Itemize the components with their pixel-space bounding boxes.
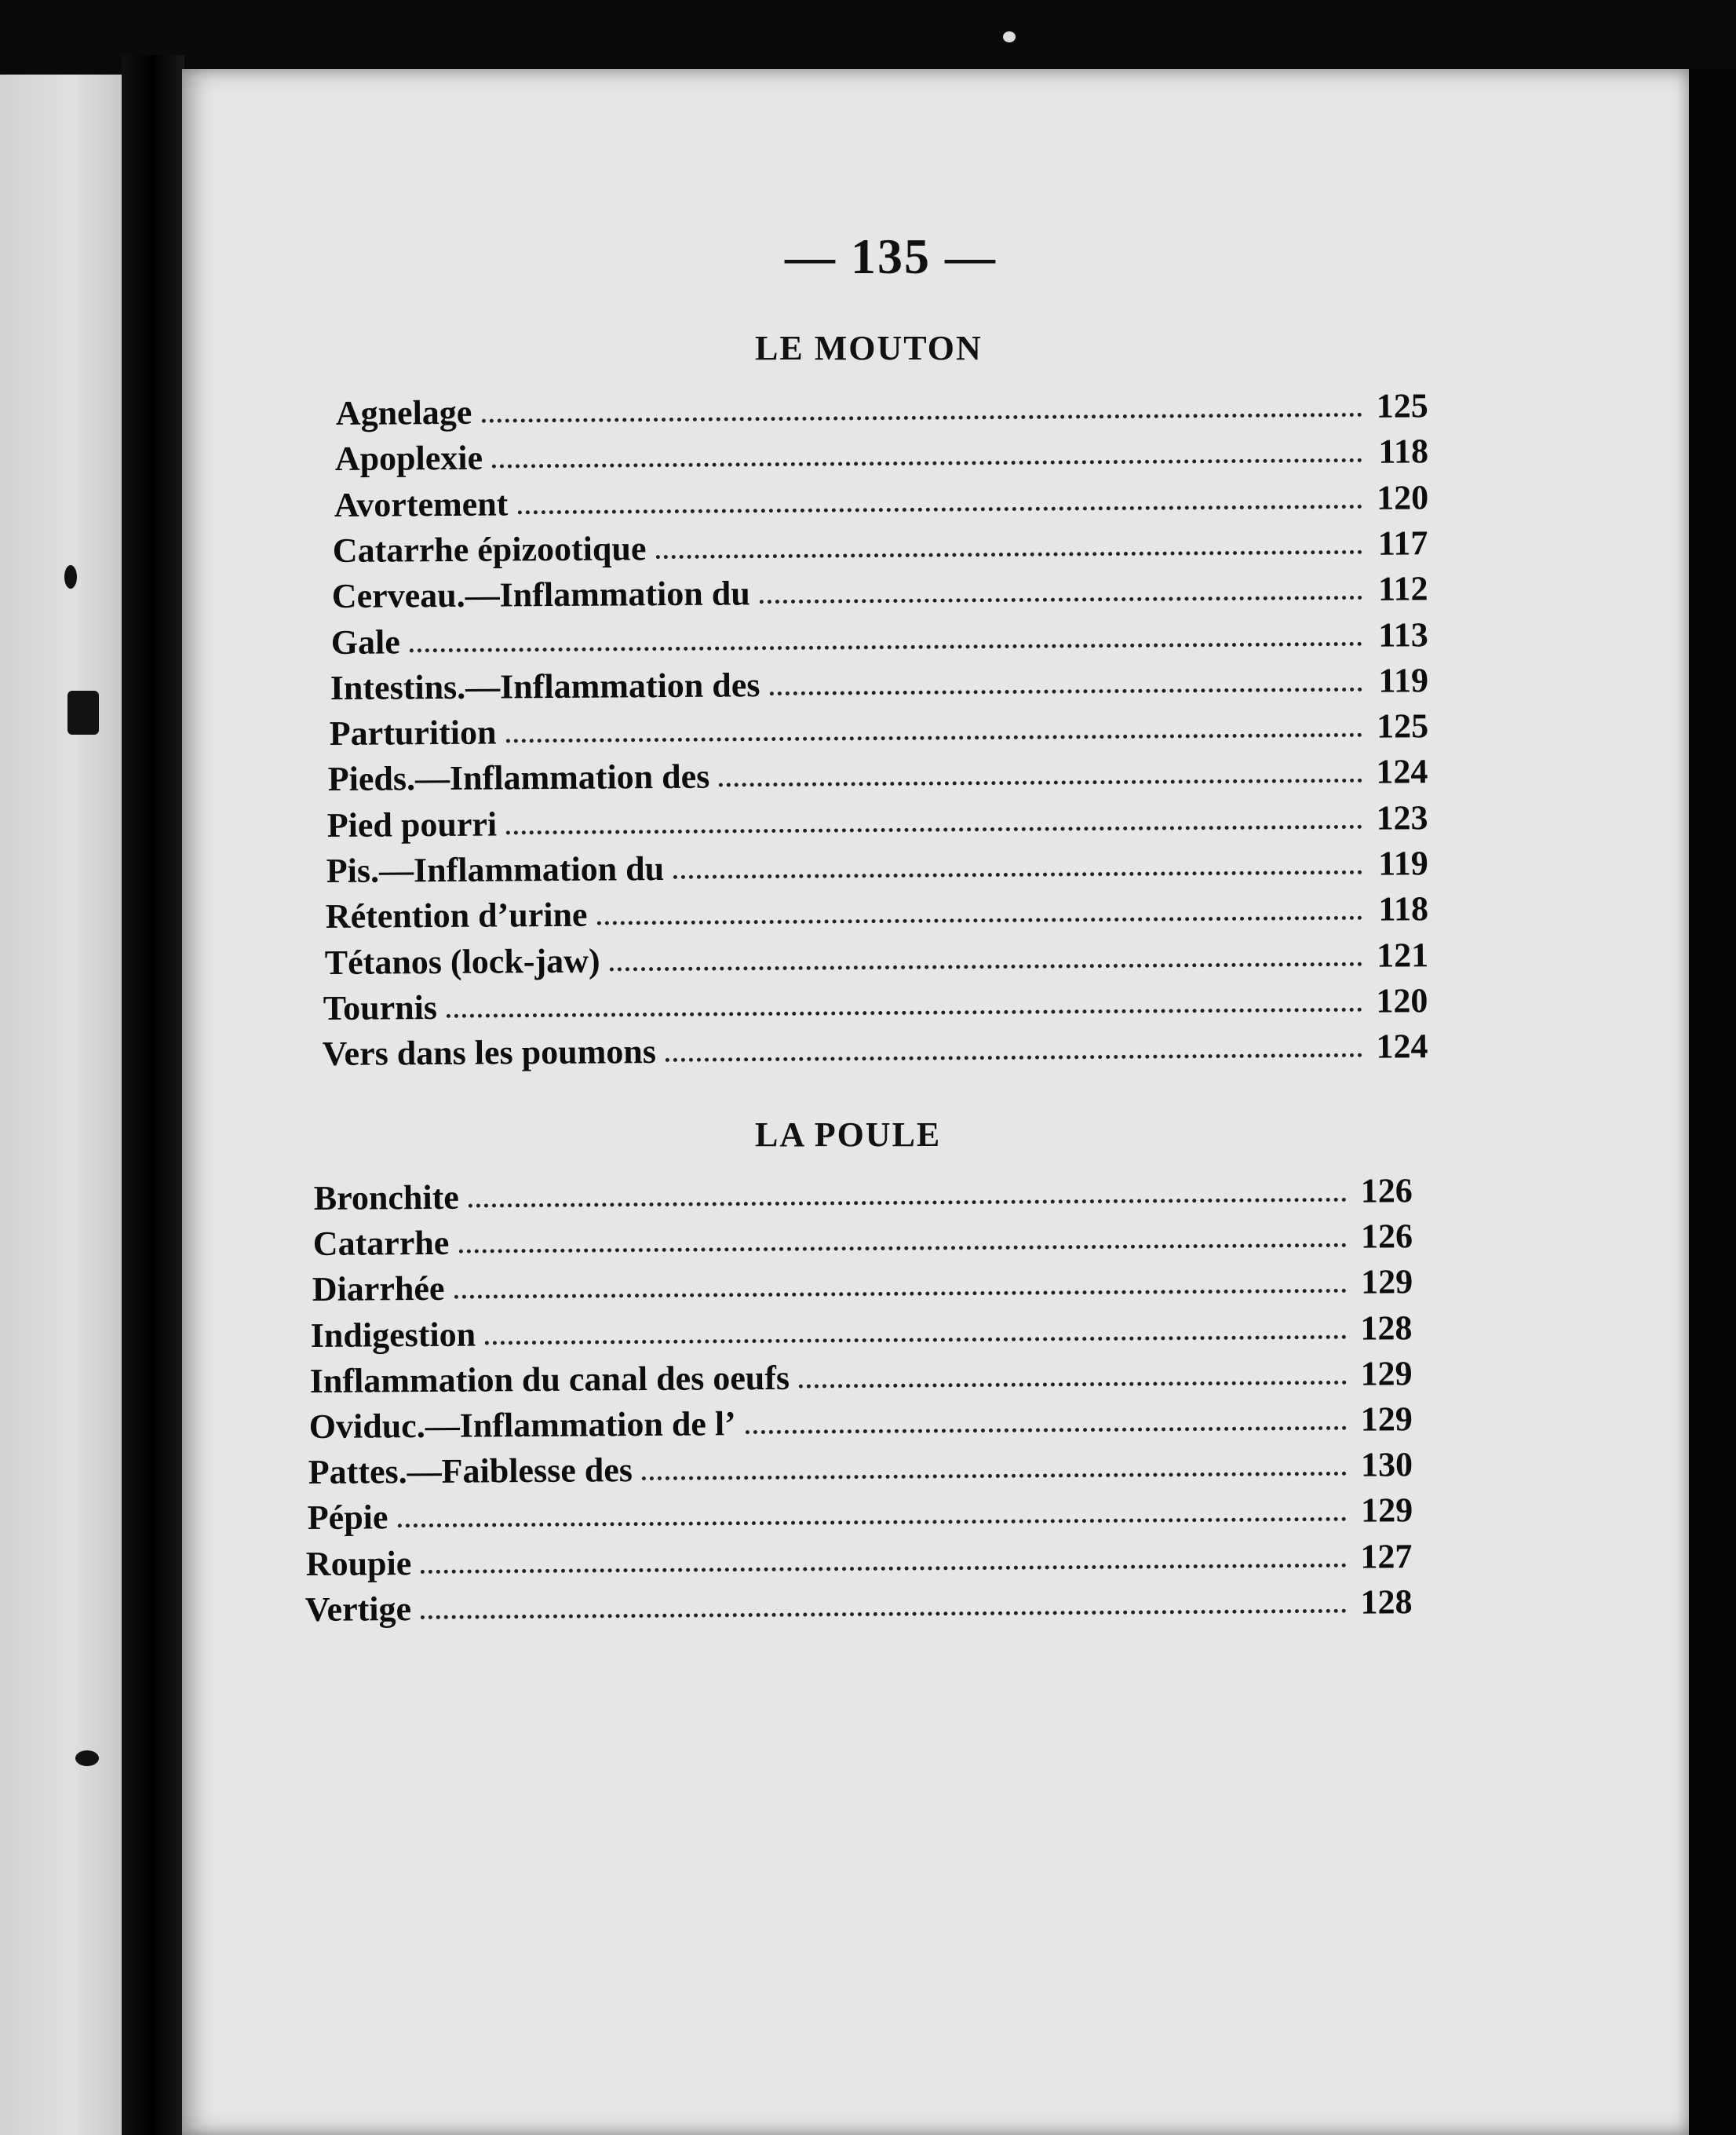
section-title-la-poule: LA POULE xyxy=(755,1115,942,1154)
toc-entry-label: Avortement xyxy=(334,484,509,524)
leader-dots xyxy=(760,596,1362,604)
leader-dots xyxy=(469,1198,1347,1208)
leader-dots xyxy=(666,1053,1362,1062)
toc-entry xyxy=(327,797,1428,845)
leader-dots xyxy=(458,1243,1347,1254)
toc-entry xyxy=(328,751,1428,800)
page-number: — 135 — xyxy=(785,228,997,284)
toc-entry-page: 121 xyxy=(1376,935,1428,975)
toc-entry xyxy=(312,1215,1413,1264)
toc-entry-label: Tétanos (lock-jaw) xyxy=(324,941,600,982)
leader-dots xyxy=(656,550,1362,559)
toc-entry-page: 123 xyxy=(1376,797,1428,838)
toc-entry-label: Intestins.—Inflammation des xyxy=(330,665,760,707)
book-page xyxy=(182,69,1689,2135)
leader-dots xyxy=(799,1381,1347,1389)
leader-dots xyxy=(746,1426,1347,1434)
leader-dots xyxy=(673,870,1362,879)
toc-entry xyxy=(307,1490,1413,1538)
toc-entry xyxy=(324,934,1428,983)
toc-entry-label: Catarrhe épizootique xyxy=(333,529,647,570)
toc-entry-page: 119 xyxy=(1378,661,1428,700)
toc-entry-label: Apoplexie xyxy=(334,438,483,479)
leader-dots xyxy=(609,962,1362,971)
toc-entry xyxy=(311,1307,1413,1356)
toc-entry xyxy=(310,1352,1413,1401)
toc-entry-label: Catarrhe xyxy=(312,1223,450,1264)
toc-entry-label: Pieds.—Inflammation des xyxy=(328,757,710,799)
toc-entry-page: 113 xyxy=(1378,615,1428,655)
toc-entry xyxy=(326,842,1428,891)
ink-speck xyxy=(67,691,99,735)
page-right-border xyxy=(1689,69,1736,2135)
toc-entry-page: 120 xyxy=(1376,981,1428,1020)
leader-dots xyxy=(769,688,1362,695)
toc-entry-page: 118 xyxy=(1378,889,1428,929)
toc-entry xyxy=(323,980,1428,1028)
toc-entry xyxy=(308,1443,1413,1492)
toc-entry xyxy=(323,1025,1428,1074)
toc-entry xyxy=(333,522,1428,571)
toc-entry xyxy=(306,1535,1413,1584)
toc-entry-page: 128 xyxy=(1360,1582,1413,1622)
toc-entry-page: 124 xyxy=(1376,1027,1428,1066)
toc-entry-page: 129 xyxy=(1360,1400,1413,1439)
toc-entry-page: 120 xyxy=(1376,477,1428,517)
toc-entry xyxy=(334,431,1428,480)
toc-entry-page: 129 xyxy=(1360,1262,1413,1302)
toc-entry xyxy=(314,1170,1413,1218)
toc-entry-page: 125 xyxy=(1376,706,1428,746)
toc-entry xyxy=(334,476,1428,525)
toc-entry-page: 129 xyxy=(1360,1353,1413,1393)
leader-dots xyxy=(492,458,1362,469)
toc-entry xyxy=(312,1261,1413,1310)
leader-dots xyxy=(596,916,1362,925)
leader-dots xyxy=(447,1008,1362,1018)
toc-entry xyxy=(309,1398,1413,1447)
toc-entry-label: Agnelage xyxy=(335,392,472,432)
toc-entry-label: Vers dans les poumons xyxy=(322,1032,657,1074)
leader-dots xyxy=(505,733,1362,743)
toc-entry-page: 130 xyxy=(1360,1445,1413,1484)
toc-entry-page: 119 xyxy=(1378,844,1428,883)
leader-dots xyxy=(720,779,1362,787)
leader-dots xyxy=(397,1517,1347,1527)
toc-entry xyxy=(329,705,1428,754)
toc-entry-label: Pis.—Inflammation du xyxy=(326,849,665,890)
section-title-le-mouton: LE MOUTON xyxy=(755,329,983,367)
toc-entry xyxy=(330,659,1428,708)
toc-entry-label: Pépie xyxy=(307,1498,388,1538)
leader-dots xyxy=(642,1472,1347,1480)
toc-entry-label: Oviduc.—Inflammation de l’ xyxy=(308,1404,736,1446)
toc-entry-label: Cerveau.—Inflammation du xyxy=(331,574,751,616)
toc-entry-label: Vertige xyxy=(305,1589,412,1629)
toc-entry xyxy=(336,385,1428,433)
toc-entry-page: 125 xyxy=(1376,386,1428,425)
toc-entry-label: Pied pourri xyxy=(326,805,498,845)
toc-entry-label: Tournis xyxy=(323,987,438,1027)
ink-speck xyxy=(75,1750,99,1766)
toc-entry xyxy=(331,614,1428,662)
toc-entry xyxy=(305,1581,1413,1630)
toc-entry-label: Diarrhée xyxy=(312,1269,445,1309)
toc-entry-label: Pattes.—Faiblesse des xyxy=(308,1451,633,1492)
leader-dots xyxy=(517,504,1362,514)
ink-speck xyxy=(64,565,77,589)
toc-entry xyxy=(332,568,1428,616)
toc-entry-page: 127 xyxy=(1360,1536,1413,1576)
toc-entry-label: Inflammation du canal des oeufs xyxy=(309,1358,790,1400)
toc-entry-page: 126 xyxy=(1360,1217,1413,1256)
toc-entry-label: Parturition xyxy=(329,713,497,754)
leader-dots xyxy=(481,413,1362,423)
toc-entry-label: Bronchite xyxy=(313,1177,459,1217)
leader-dots xyxy=(486,1334,1347,1345)
book-gutter xyxy=(122,55,184,2135)
toc-entry-page: 118 xyxy=(1378,432,1428,472)
toc-entry-page: 128 xyxy=(1360,1308,1413,1348)
toc-entry-page: 129 xyxy=(1360,1491,1413,1531)
toc-entry-label: Roupie xyxy=(306,1543,412,1583)
toc-entry-page: 124 xyxy=(1376,752,1428,792)
toc-entry-page: 112 xyxy=(1378,569,1428,608)
leader-dots xyxy=(421,1609,1347,1619)
leader-dots xyxy=(421,1563,1347,1573)
leader-dots xyxy=(454,1289,1347,1299)
leader-dots xyxy=(506,824,1362,834)
facing-page-edge xyxy=(0,75,122,2135)
toc-entry-label: Rétention d’urine xyxy=(325,895,588,936)
toc-entry-label: Indigestion xyxy=(311,1315,476,1355)
ink-speck xyxy=(1003,31,1016,42)
toc-entry-label: Gale xyxy=(330,622,400,662)
leader-dots xyxy=(410,641,1362,651)
toc-entry xyxy=(325,888,1428,936)
toc-entry-page: 117 xyxy=(1378,524,1428,563)
toc-entry-page: 126 xyxy=(1360,1171,1413,1210)
